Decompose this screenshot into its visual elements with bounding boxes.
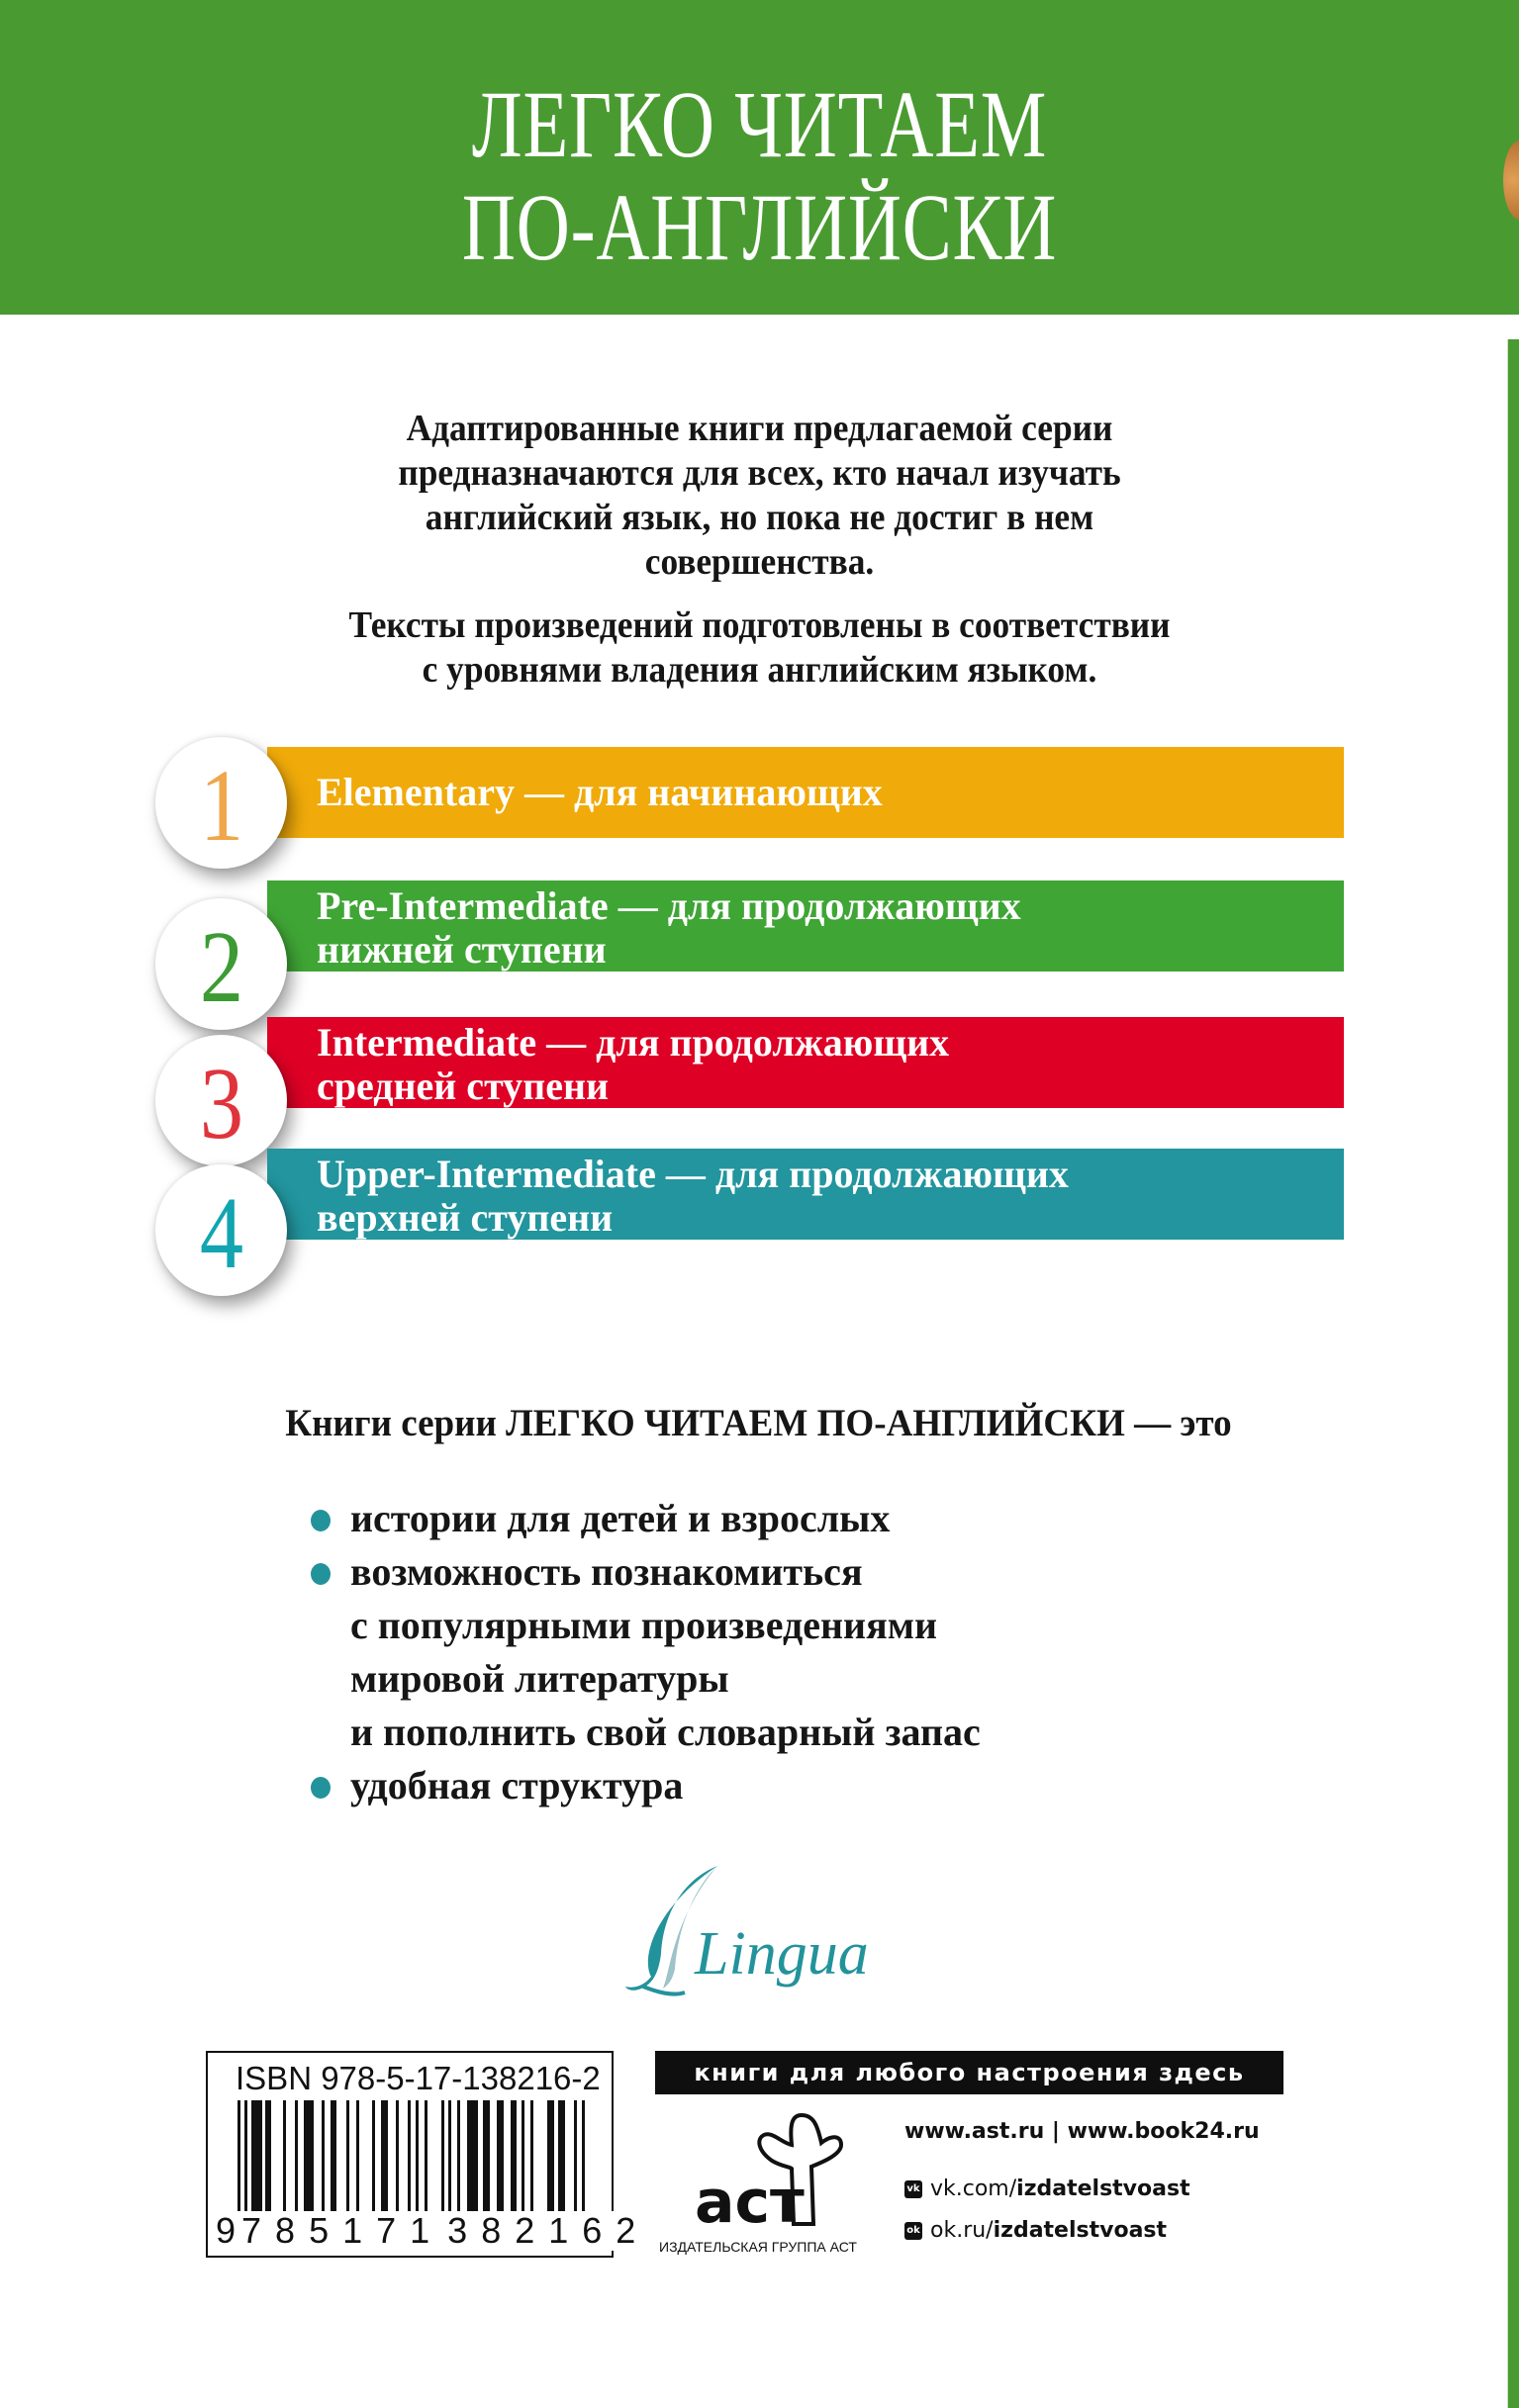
level-4-badge (155, 1164, 287, 1296)
intro-line: Адаптированные книги предлагаемой серии (406, 408, 1113, 449)
intro-paragraph-2 (53, 603, 1467, 693)
barcode-digit-group: 382162 (447, 2210, 650, 2251)
lingua-logo-text: Lingua (695, 1920, 869, 1988)
feature-text: истории для детей и взрослых (350, 1496, 891, 1540)
promo-banner: книги для любого настроения здесь (655, 2051, 1283, 2094)
level-2-label-line: Pre-Intermediate — для продолжающих (317, 883, 1021, 928)
series-title-line2: ПО-АНГЛИЙСКИ (461, 174, 1058, 280)
level-2 (0, 866, 1385, 1024)
ok-link-prefix: ok.ru/ (930, 2218, 994, 2243)
intro-line: совершенства. (644, 541, 875, 583)
ast-publisher-logo (683, 2105, 881, 2244)
level-4-label-line: верхней ступени (317, 1195, 614, 1240)
lingua-logo (623, 1860, 881, 2008)
intro-line: Тексты произведений подготовлены в соответствии (348, 604, 1171, 646)
intro-paragraph-1 (53, 407, 1467, 585)
level-4-label-line: Upper-Intermediate — для продолжающих (317, 1152, 1069, 1196)
barcode-digit-group: 9 (216, 2210, 238, 2251)
level-1-number: 1 (199, 748, 243, 863)
spine-stripe (1507, 339, 1519, 2408)
ast-logo-icon (683, 2105, 881, 2244)
website-links[interactable]: www.ast.ru | www.book24.ru (904, 2119, 1260, 2144)
feature-text: возможность познакомиться (350, 1549, 863, 1594)
features-list (311, 1492, 1201, 1812)
level-4-bar (267, 1149, 1344, 1240)
level-1-label: Elementary — для начинающих (317, 770, 883, 814)
level-4-label (317, 1153, 1069, 1240)
level-4-number: 4 (199, 1175, 243, 1290)
vk-link-handle: izdatelstvoast (1016, 2176, 1190, 2201)
series-title-line1: ЛЕГКО ЧИТАЕМ (471, 71, 1048, 177)
front-cover-edge-decoration (1503, 140, 1519, 220)
barcode-digit-group: 785171 (241, 2210, 444, 2251)
level-2-number: 2 (199, 909, 243, 1024)
feature-text: с популярными произведениями (350, 1603, 938, 1647)
svg-text:аст: аст (695, 2168, 805, 2237)
barcode-digits (214, 2210, 650, 2251)
feature-text: мировой литературы (350, 1656, 729, 1701)
intro-line: английский язык, но пока не достиг в нем (425, 497, 1094, 538)
level-3-label (317, 1021, 949, 1108)
vk-link[interactable] (904, 2175, 1260, 2204)
level-3 (0, 1002, 1385, 1160)
level-3-label-line: средней ступени (317, 1064, 610, 1108)
publisher-links (904, 2117, 1260, 2246)
ok-link[interactable] (904, 2216, 1260, 2246)
ast-caption: ИЗДАТЕЛЬСКАЯ ГРУППА АСТ (659, 2239, 857, 2255)
bullet-dot-icon (311, 1777, 331, 1799)
level-3-label-line: Intermediate — для продолжающих (317, 1020, 950, 1065)
level-3-number: 3 (199, 1046, 243, 1160)
level-4 (0, 1134, 1385, 1290)
bullet-dot-icon (311, 1563, 331, 1585)
feature-item (311, 1759, 1201, 1812)
feature-text: удобная структура (350, 1763, 684, 1807)
feature-item (311, 1492, 1201, 1545)
ok-link-handle: izdatelstvoast (993, 2218, 1168, 2243)
feature-item (311, 1545, 1201, 1759)
vk-link-prefix: vk.com/ (930, 2176, 1017, 2201)
level-3-bar (267, 1017, 1344, 1108)
level-1-badge (155, 737, 287, 869)
header-banner (0, 0, 1519, 315)
series-intro-line: Книги серии ЛЕГКО ЧИТАЕМ ПО-АНГЛИЙСКИ — это (285, 1402, 1232, 1444)
level-2-label (317, 884, 1021, 972)
isbn-number: ISBN 978-5-17-138216-2 (236, 2060, 601, 2096)
level-2-bar (267, 880, 1344, 972)
odnoklassniki-icon: ok (904, 2222, 922, 2240)
intro-line: с уровнями владения английским языком. (422, 649, 1097, 691)
bullet-dot-icon (311, 1510, 331, 1531)
level-2-label-line: нижней ступени (317, 927, 607, 972)
level-1 (0, 732, 1385, 880)
intro-line: предназначаются для всех, кто начал изучать (398, 452, 1121, 494)
feature-text: и пополнить свой словарный запас (350, 1710, 981, 1754)
vk-icon: vk (904, 2180, 922, 2198)
level-1-bar (267, 747, 1344, 838)
isbn-barcode (206, 2051, 650, 2258)
